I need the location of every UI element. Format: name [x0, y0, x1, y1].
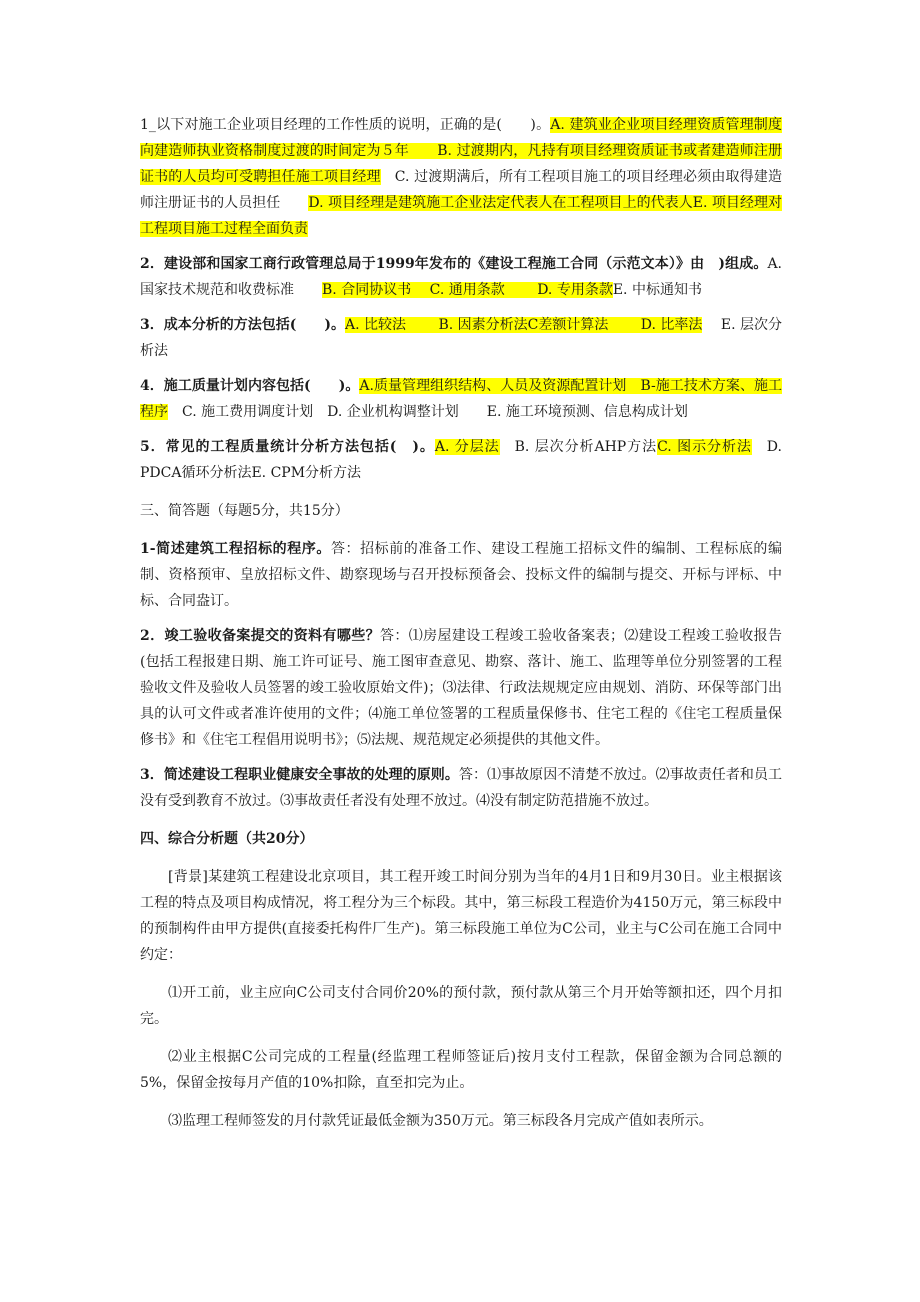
contract-clause-3: ⑶监理工程师签发的月付款凭证最低金额为350万元。第三标段各月完成产值如表所示。	[168, 1113, 713, 1129]
short-answer-2-stem: 2．竣工验收备案提交的资料有哪些？	[140, 628, 381, 644]
question-1-gap	[409, 143, 437, 159]
contract-clause-1: ⑴开工前，业主应向C公司支付合同价20%的预付款，预付款从第三个月开始等额扣还，四个月扣完。	[140, 985, 782, 1027]
section-4-heading	[140, 826, 782, 852]
question-1-option-a: A. 建筑业企业项目经理资质管理制度向建造师执业资格制度过渡的时间定为５年	[140, 117, 782, 159]
question-4-stem: 4．施工质量计划内容包括( )。	[140, 378, 360, 394]
short-answer-3-answer: 答：⑴事故原因不清楚不放过。⑵事故责任者和员工没有受到教育不放过。⑶事故责任者没有处理不放过。⑷没有制定防范措施不放过。	[140, 767, 782, 809]
question-4-options-cde: C. 施工费用调度计划 D. 企业机构调整计划 E. 施工环境预测、信息构成计划	[168, 404, 688, 420]
question-5-options-de: D. PDCA循环分析法E. CPM分析方法	[140, 439, 782, 481]
question-5-stem: 5．常见的工程质量统计分析方法包括( )。	[140, 439, 435, 455]
question-1-stem: 1_以下对施工企业项目经理的工作性质的说明，正确的是( )。	[140, 117, 551, 133]
short-answer-2-answer: 答：⑴房屋建设工程竣工验收备案表；⑵建设工程竣工验收报告(包括工程报建日期、施工许可证号、施工图审查意见、勘察、落计、施工、监理等单位分别签署的工程验收文件及验收人员签署的竣工验收原始文件)；⑶法律、行政法规规定应由规划、消防、环保等部门出具的认可文件或者准许使用的文件；⑷施工单位签署的工程质量保修书、住宅工程的《住宅工程质量保修书》和《住宅工程倡用说明书》；⑸法规、规范规定必须提供的其他文件。	[140, 628, 783, 748]
section-3-heading: 三、简答题（每题5分，共15分）	[140, 503, 349, 519]
question-2	[140, 251, 782, 303]
question-2-option-a: A.国家技术规范和收费标准	[140, 256, 782, 298]
background-paragraph: [背景]某建筑工程建设北京项目，其工程开竣工时间分别为当年的4月1日和9月30日。业主根据该工程的特点及项目构成情况，将工程分为三个标段。其中，第三标段工程造价为4150万元，第三标段中的预制构件由甲方提供(直接委托构件厂生产)。第三标段施工单位为C公司，业主与C公司在施工合同中约定：	[140, 869, 782, 963]
question-2-option-e: E. 中标通知书	[612, 282, 702, 298]
short-answer-1-stem: 1-简述建筑工程招标的程序。	[140, 541, 331, 557]
question-3	[140, 312, 782, 364]
question-1-option-d: D. 项目经理是建筑施工企业法定代表人在工程项目上的代表人	[308, 195, 693, 211]
short-answer-2	[140, 623, 782, 753]
short-answer-3-stem: 3．简述建设工程职业健康安全事故的处理的原则。	[140, 767, 459, 783]
document-body	[140, 112, 782, 1146]
question-3-option-e: E. 层次分析法	[140, 317, 783, 359]
question-1-option-b: B. 过渡期内，凡持有项目经理资质证书或者建造师注册证书的人员均可受聘担任施工项目经理	[140, 143, 783, 185]
question-5-option-b: B. 层次分析AHP方法	[499, 439, 658, 455]
question-5	[140, 434, 782, 486]
section-4-title: 四、综合分析题（共20分）	[140, 831, 314, 847]
contract-clause-2: ⑵业主根据C公司完成的工程量(经监理工程师签证后)按月支付工程款，保留金额为合同总额的5%，保留金按每月产值的10%扣除，直至扣完为止。	[140, 1049, 782, 1091]
short-answer-1-answer: 答：招标前的准备工作、建设工程施工招标文件的编制、工程标底的编制、资格预审、皇放招标文件、勘察现场与召开投标预备会、投标文件的编制与提交、开标与评标、中标、合同盎订。	[140, 541, 783, 609]
short-answer-1	[140, 536, 782, 614]
question-3-options-abd: A. 比较法 B. 因素分析法C差额计算法 D. 比率法	[345, 317, 703, 333]
question-4-options-ab: A.质量管理组织结构、人员及资源配置计划 B-施工技术方案、施工程序	[140, 378, 782, 420]
question-5-option-c: C. 图示分析法	[657, 439, 752, 455]
question-1-option-c: C. 过渡期满后，所有工程项目施工的项目经理必须由取得建造师注册证书的人员担任	[140, 169, 782, 211]
short-answer-3	[140, 762, 782, 814]
question-1	[140, 112, 782, 242]
question-3-stem: 3．成本分析的方法包括( )。	[140, 317, 345, 333]
question-2-stem: 2．建设部和国家工商行政管理总局于1999年发布的《建设工程施工合同（示范文本）》由 )组成。	[140, 256, 768, 272]
question-1-option-e: E. 项目经理对工程项目施工过程全面负责	[140, 195, 783, 237]
question-5-option-a: A. 分层法	[434, 439, 500, 455]
question-4	[140, 373, 782, 425]
question-2-options-bcd: B. 合同协议书 C. 通用条款 D. 专用条款	[322, 282, 613, 298]
